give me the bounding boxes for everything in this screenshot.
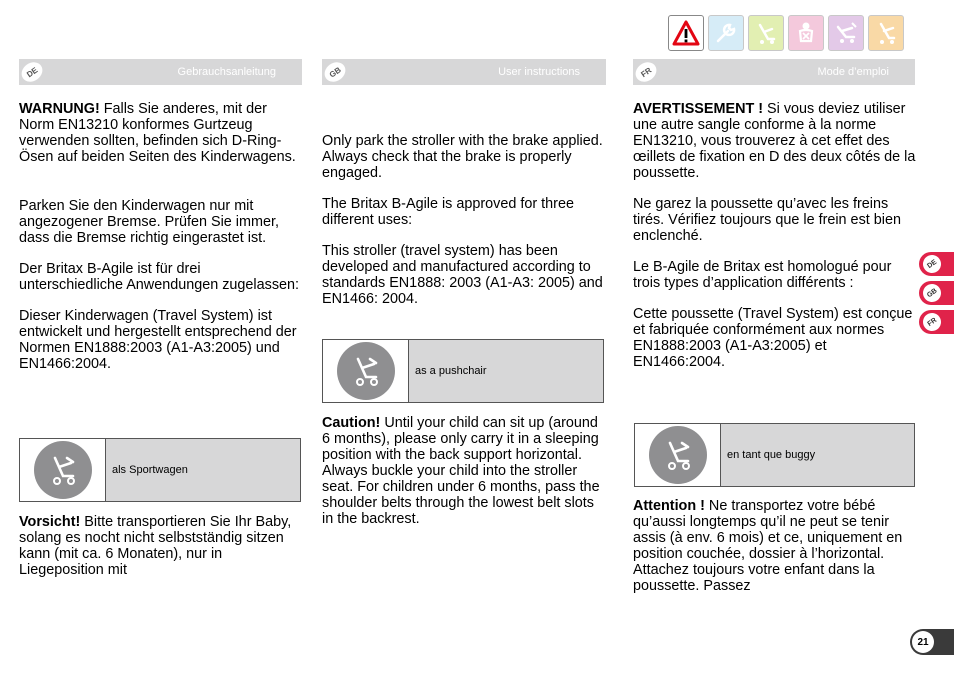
use-label-gb: as a pushchair [409,340,603,402]
column-title-de: Gebrauchsanleitung [177,66,276,78]
warning-paragraph-de: WARNUNG! Falls Sie anderes, mit der Norm EN13210 konformes Gurtzeug verwenden sollten, befinden sich D-Ring-Ösen auf beiden Seiten des Kinderwagens. [19,101,296,165]
column-title-gb: User instructions [498,66,580,78]
lang-badge-fr: FR [632,58,660,85]
column-de-top [19,101,303,387]
pushchair-pictogram-fr [635,424,721,486]
side-tab-de[interactable]: DE [919,252,954,276]
stroller-icon [346,351,386,391]
use-label-de: als Sportwagen [106,439,300,501]
stroller-purple-icon [828,15,864,51]
column-fr-top [633,101,917,385]
column-header-fr [633,59,915,85]
brake-paragraph-de: Parken Sie den Kinderwagen nur mit angezogener Bremse. Prüfen Sie immer, dass die Bremse richtig eingerastet ist. [19,198,279,246]
child-seat-icon [788,15,824,51]
norm-paragraph-de: Dieser Kinderwagen (Travel System) ist entwickelt und hergestellt entsprechend der Normen EN1888:2003 (A1-A3:2005) und EN1466:2004. [19,308,297,372]
side-tab-fr[interactable]: FR [919,310,954,334]
use-box-de [19,438,301,502]
norm-paragraph-fr: Cette poussette (Travel System) est conçue et fabriquée conformément aux normes EN1888:2003 (A1-A3:2005) et EN1466:2004. [633,306,913,370]
stroller-icon [658,435,698,475]
use-box-fr [634,423,915,487]
warning-paragraph-fr: AVERTISSEMENT ! Si vous deviez utiliser une autre sangle conforme à la norme EN13210, vous trouverez à cet effet des œillets de fixation en D des deux côtés de la poussette. [633,101,916,181]
caution-paragraph-fr: Attention ! Ne transportez votre bébé qu’aussi longtemps qu’il ne peut se tenir assis (à env. 6 mois) et ce, uniquement en position couchée, dossier à l’horizontal. Attachez toujours votre enfant dans la poussette. Passez [633,498,903,594]
use-box-gb [322,339,604,403]
warning-icon [668,15,704,51]
use-label-fr: en tant que buggy [721,424,914,486]
wrench-icon [708,15,744,51]
stroller-icon [43,450,83,490]
uses-paragraph-gb: The Britax B-Agile is approved for three different uses: [322,196,574,228]
brake-paragraph-gb: Only park the stroller with the brake applied. Always check that the brake is properly engaged. [322,133,603,181]
pushchair-pictogram-gb [323,340,409,402]
caution-paragraph-de: Vorsicht! Bitte transportieren Sie Ihr Baby, solang es nocht nicht selbstständig sitzen kann (mit ca. 6 Monaten), nur in Liegeposition mit [19,514,292,578]
caution-paragraph-gb: Caution! Until your child can sit up (around 6 months), please only carry it in a sleeping position with the back support horizontal. Always buckle your child into the stroller seat. For children under 6 months, pass the shoulder belts through the lowest belt slots in the backrest. [322,415,600,527]
pictogram-strip [668,15,904,51]
uses-paragraph-fr: Le B-Agile de Britax est homologué pour trois types d’application différents : [633,259,892,291]
brake-paragraph-fr: Ne garez la poussette qu’avec les freins tirés. Vérifiez toujours que le frein est bien enclenché. [633,196,901,244]
column-gb-top [322,133,606,322]
page-number-bar [910,629,954,655]
column-title-fr: Mode d’emploi [817,66,889,78]
stroller-green-icon [748,15,784,51]
side-tab-gb[interactable]: GB [919,281,954,305]
pushchair-pictogram-de [20,439,106,501]
column-header-de [19,59,302,85]
page-number: 21 [912,631,934,653]
column-header-gb [322,59,606,85]
lang-badge-de: DE [18,58,46,85]
norm-paragraph-gb: This stroller (travel system) has been developed and manufactured according to standards EN1888: 2003 (A1-A3: 2005) and EN1466: 2004. [322,243,603,307]
lang-badge-gb: GB [321,58,349,85]
uses-paragraph-de: Der Britax B-Agile ist für drei unterschiedliche Anwendungen zugelassen: [19,261,300,293]
stroller-orange-icon [868,15,904,51]
